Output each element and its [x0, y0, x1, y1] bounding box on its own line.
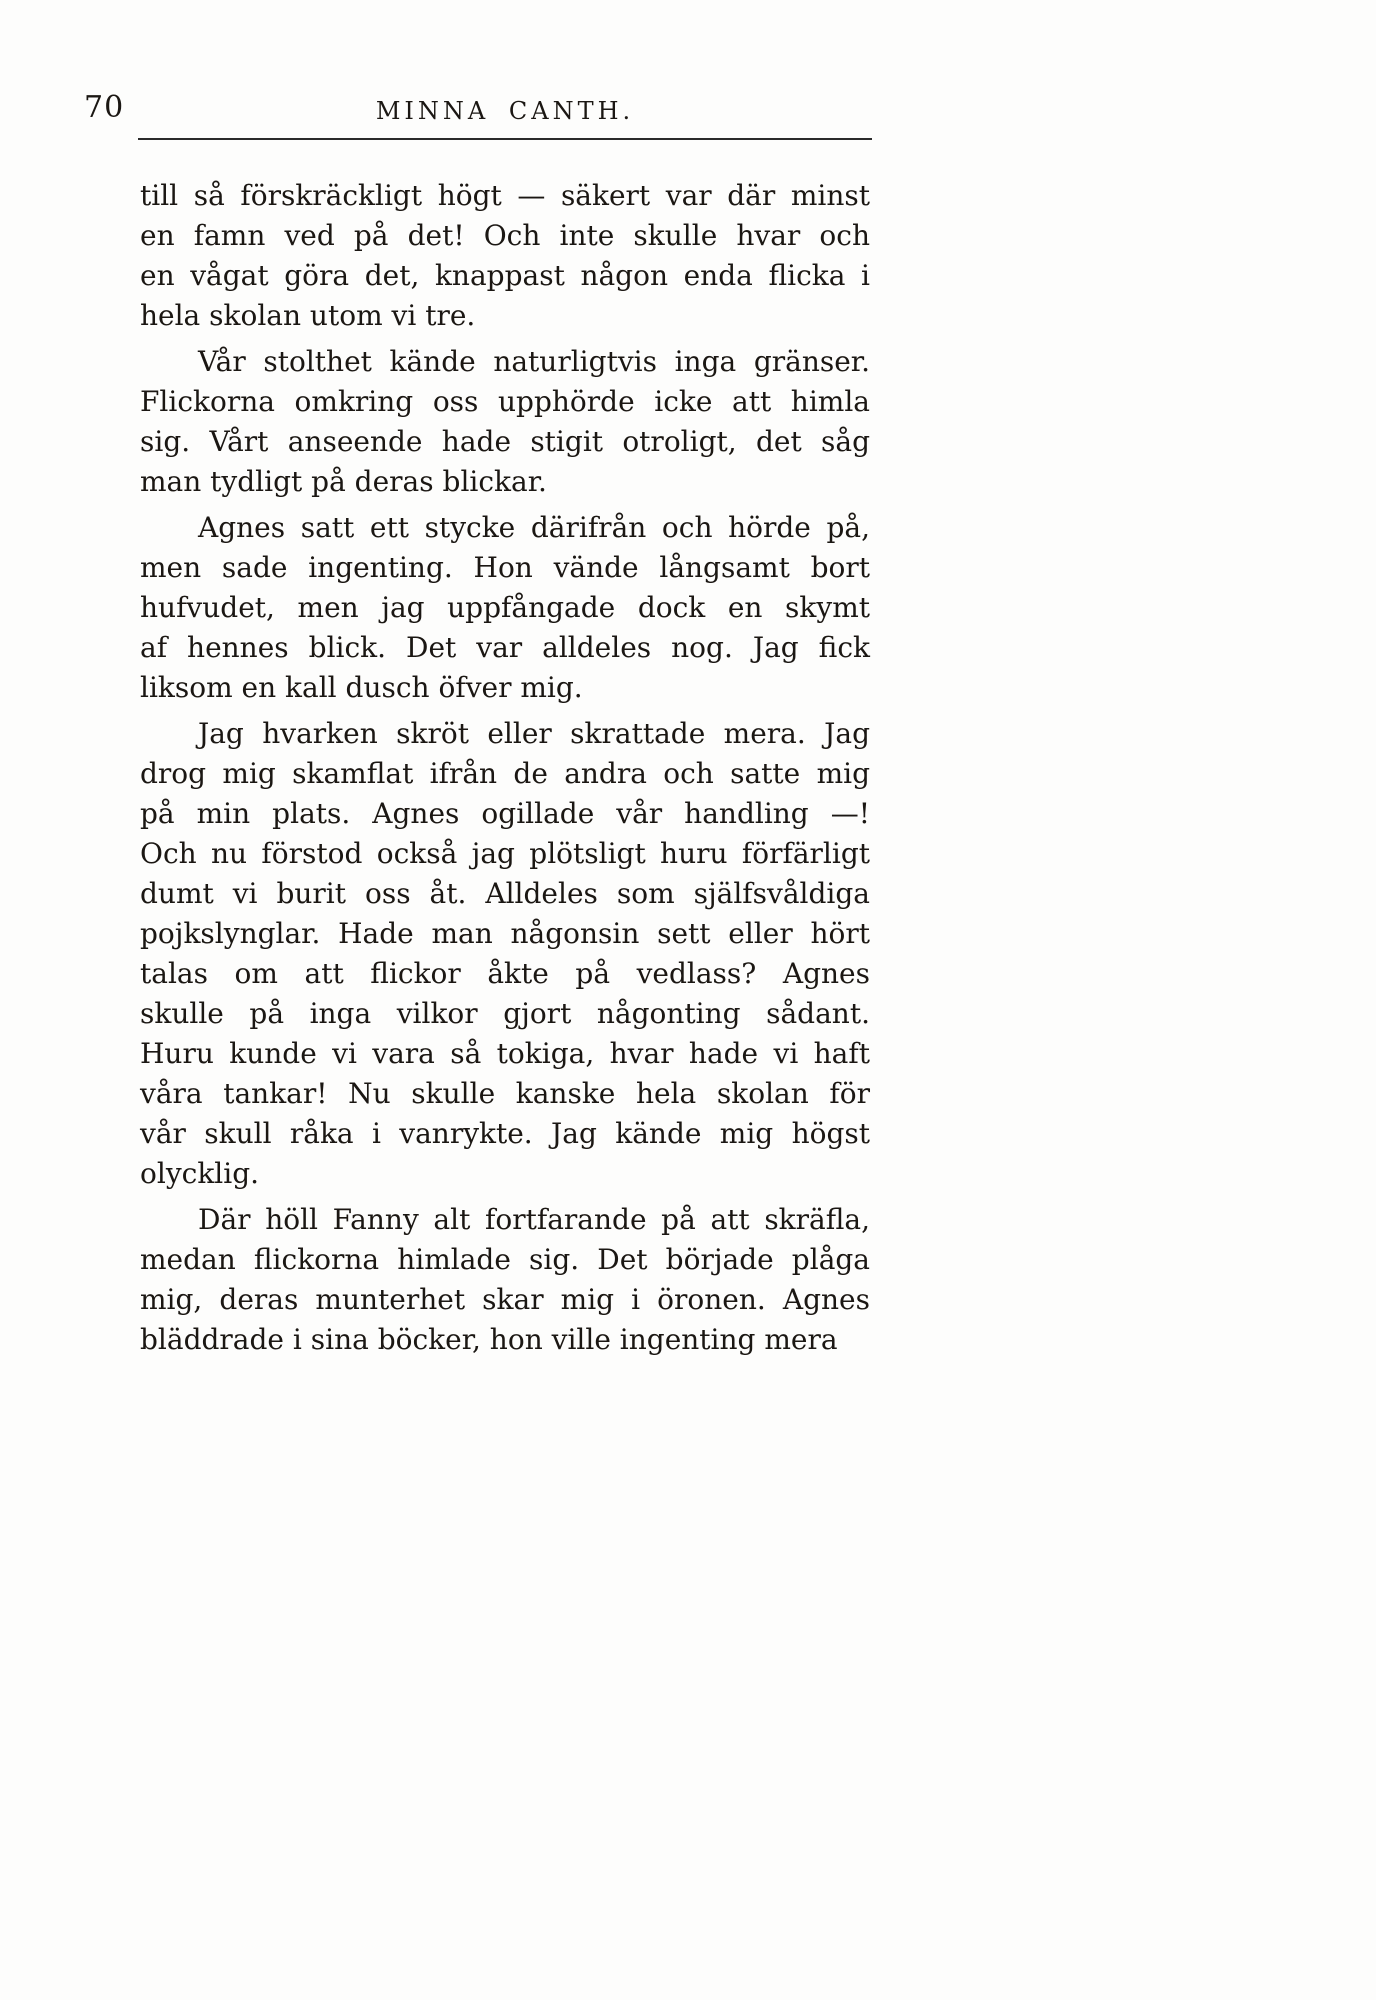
text-body — [140, 176, 870, 1366]
paragraph — [140, 342, 870, 502]
text-line: medan flickorna himlade sig. Det började plåga — [140, 1243, 870, 1276]
page-number: 70 — [84, 90, 125, 125]
text-line: liksom en kall dusch öfver mig. — [140, 671, 583, 704]
text-line: pojkslynglar. Hade man någonsin sett eller hört — [140, 917, 870, 950]
text-line: hufvudet, men jag uppfångade dock en skymt — [140, 591, 870, 624]
paragraph — [140, 176, 870, 336]
text-line: Vår stolthet kände naturligtvis inga gränser. — [198, 345, 870, 378]
text-line: Där höll Fanny alt fortfarande på att skräfla, — [198, 1203, 870, 1236]
paragraph — [140, 1200, 870, 1360]
text-line: en famn ved på det! Och inte skulle hvar och — [140, 219, 870, 252]
text-line: på min plats. Agnes ogillade vår handling —! — [140, 797, 870, 830]
text-line: man tydligt på deras blickar. — [140, 465, 547, 498]
text-line: Och nu förstod också jag plötsligt huru förfärligt — [140, 837, 870, 870]
text-line: talas om att flickor åkte på vedlass? Agnes — [140, 957, 870, 990]
text-line: hela skolan utom vi tre. — [140, 299, 476, 332]
text-line: våra tankar! Nu skulle kanske hela skolan för — [140, 1077, 870, 1110]
text-line: Jag hvarken skröt eller skrattade mera. Jag — [198, 717, 870, 750]
paragraph — [140, 508, 870, 708]
text-line: drog mig skamflat ifrån de andra och satte mig — [140, 757, 870, 790]
text-line: till så förskräckligt högt — säkert var där minst — [140, 179, 870, 212]
text-line: Huru kunde vi vara så tokiga, hvar hade vi haft — [140, 1037, 870, 1070]
paragraph — [140, 714, 870, 1194]
text-line: en vågat göra det, knappast någon enda flicka i — [140, 259, 870, 292]
text-line: Flickorna omkring oss upphörde icke att himla — [140, 385, 870, 418]
text-line: mig, deras munterhet skar mig i öronen. Agnes — [140, 1283, 870, 1316]
running-title: MINNA CANTH. — [375, 97, 635, 125]
text-line: olycklig. — [140, 1157, 260, 1190]
text-line: vår skull råka i vanrykte. Jag kände mig högst — [140, 1117, 870, 1150]
text-line: skulle på inga vilkor gjort någonting sådant. — [140, 997, 870, 1030]
text-line: sig. Vårt anseende hade stigit otroligt, det såg — [140, 425, 870, 458]
header-rule — [138, 138, 872, 140]
text-line: men sade ingenting. Hon vände långsamt bort — [140, 551, 870, 584]
text-line: bläddrade i sina böcker, hon ville ingenting mera — [140, 1323, 838, 1356]
text-line: af hennes blick. Det var alldeles nog. Jag fick — [140, 631, 870, 664]
text-line: dumt vi burit oss åt. Alldeles som själfsvåldiga — [140, 877, 870, 910]
text-line: Agnes satt ett stycke därifrån och hörde på, — [198, 511, 870, 544]
